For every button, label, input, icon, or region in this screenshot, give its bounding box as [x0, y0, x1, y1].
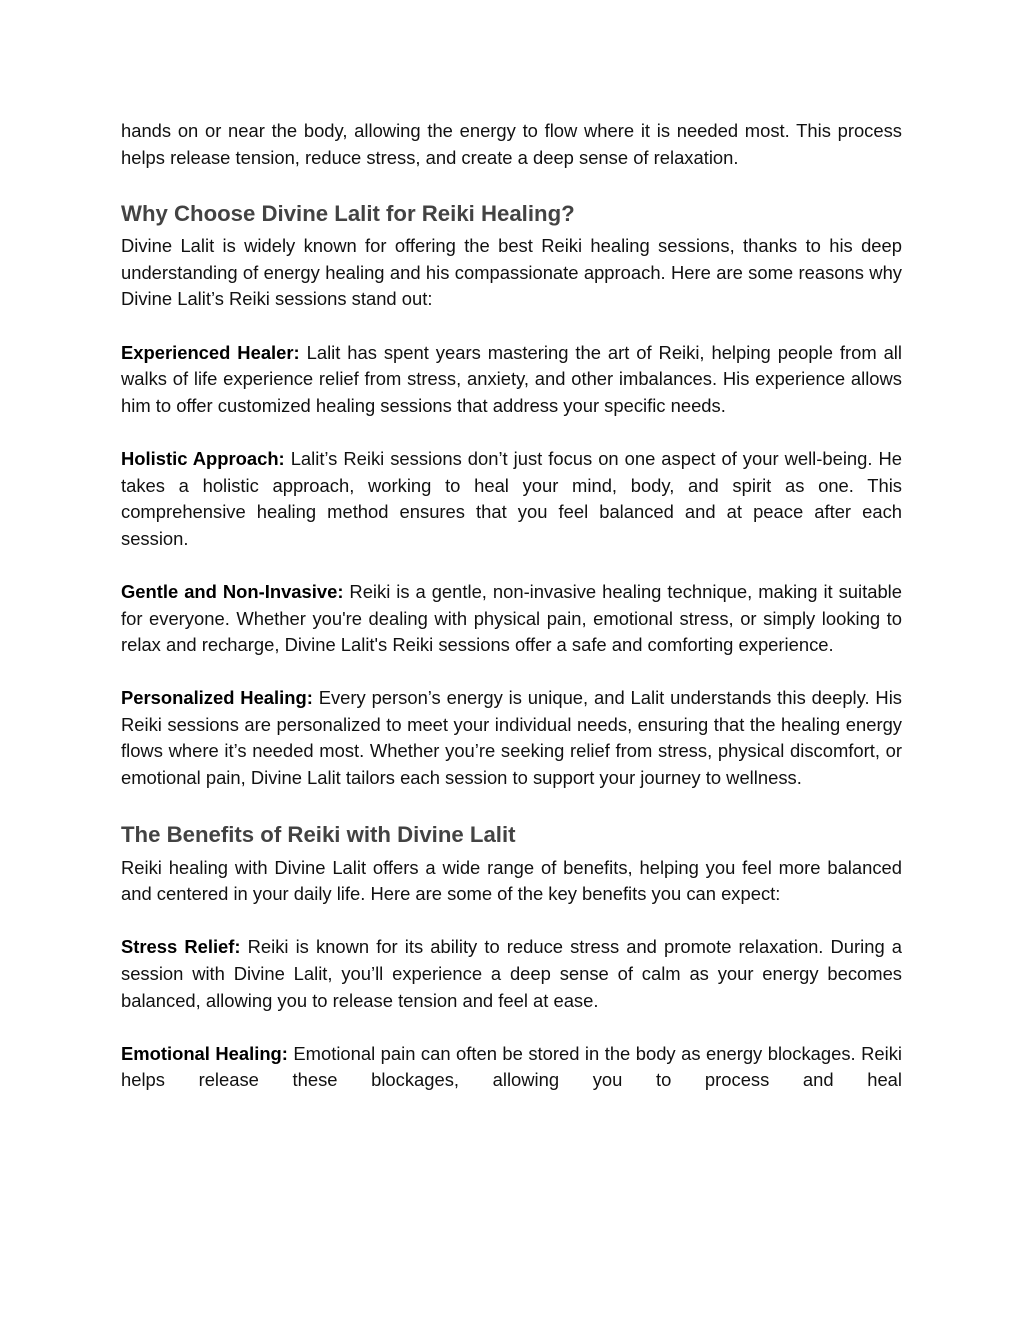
gentle-non-invasive-paragraph: [121, 579, 902, 659]
why-choose-heading: Why Choose Divine Lalit for Reiki Healing?: [121, 201, 575, 227]
holistic-approach-label: Holistic Approach:: [121, 447, 285, 469]
stress-relief-label: Stress Relief:: [121, 936, 241, 958]
emotional-healing-label: Emotional Healing:: [121, 1042, 288, 1064]
stress-relief-paragraph: [121, 934, 902, 1014]
personalized-healing-label: Personalized Healing:: [121, 687, 313, 709]
paragraph-gap: [121, 313, 902, 340]
holistic-approach-text: Lalit’s Reiki sessions don’t just focus on one aspect of your well-being. He takes a holistic approach, working to heal your mind, body, and spirit as one. This comprehensive healing method ensures that you feel balanced and at peace after each session.: [121, 447, 902, 549]
gentle-non-invasive-label: Gentle and Non-Invasive:: [121, 580, 344, 602]
paragraph-gap: [121, 552, 902, 579]
experienced-healer-paragraph: [121, 340, 902, 420]
emotional-healing-text: Emotional pain can often be stored in the body as energy blockages. Reiki helps release these blockages, allowing you to process and heal: [121, 1042, 902, 1091]
stress-relief-text: Reiki is known for its ability to reduce stress and promote relaxation. During a session with Divine Lalit, you’ll experience a deep sense of calm as your energy becomes balanced, allowing you to release tension and feel at ease.: [121, 936, 902, 1011]
personalized-healing-paragraph: [121, 685, 902, 791]
paragraph-gap: [121, 1014, 902, 1041]
emotional-healing-paragraph: [121, 1041, 902, 1094]
paragraph-gap: [121, 908, 902, 935]
intro-paragraph: hands on or near the body, allowing the energy to flow where it is needed most. This process helps release tension, reduce stress, and create a deep sense of relaxation.: [121, 120, 902, 168]
benefits-heading: The Benefits of Reiki with Divine Lalit: [121, 821, 516, 847]
gentle-non-invasive-text: Reiki is a gentle, non-invasive healing technique, making it suitable for everyone. Whether you're dealing with physical pain, emotional stress, or simply looking to relax and recharge, Divine Lalit's Reiki sessions offer a safe and comforting experience.: [121, 580, 902, 656]
paragraph-gap: [121, 659, 902, 686]
experienced-healer-text: Lalit has spent years mastering the art of Reiki, helping people from all walks of life experience relief from stress, anxiety, and other imbalances. His experience allows him to offer customized healing sessions that address your specific needs.: [121, 341, 902, 416]
benefits-intro-paragraph: Reiki healing with Divine Lalit offers a wide range of benefits, helping you feel more balanced and centered in your daily life. Here are some of the key benefits you can expect:: [121, 856, 902, 905]
document-page: [121, 118, 902, 1094]
paragraph-gap: [121, 419, 902, 446]
holistic-approach-paragraph: [121, 446, 902, 552]
personalized-healing-text: Every person’s energy is unique, and Lalit understands this deeply. His Reiki sessions are personalized to meet your individual needs, ensuring that the healing energy flows where it’s needed most. Whether you’re seeking relief from stress, physical discomfort, or emotional pain, Divine Lalit tailors each session to support your journey to wellness.: [121, 687, 902, 789]
why-choose-intro-paragraph: Divine Lalit is widely known for offering the best Reiki healing sessions, thanks to his deep understanding of energy healing and his compassionate approach. Here are some reasons why Divine Lalit’s Reiki sessions stand out:: [121, 235, 902, 310]
experienced-healer-label: Experienced Healer:: [121, 341, 300, 363]
